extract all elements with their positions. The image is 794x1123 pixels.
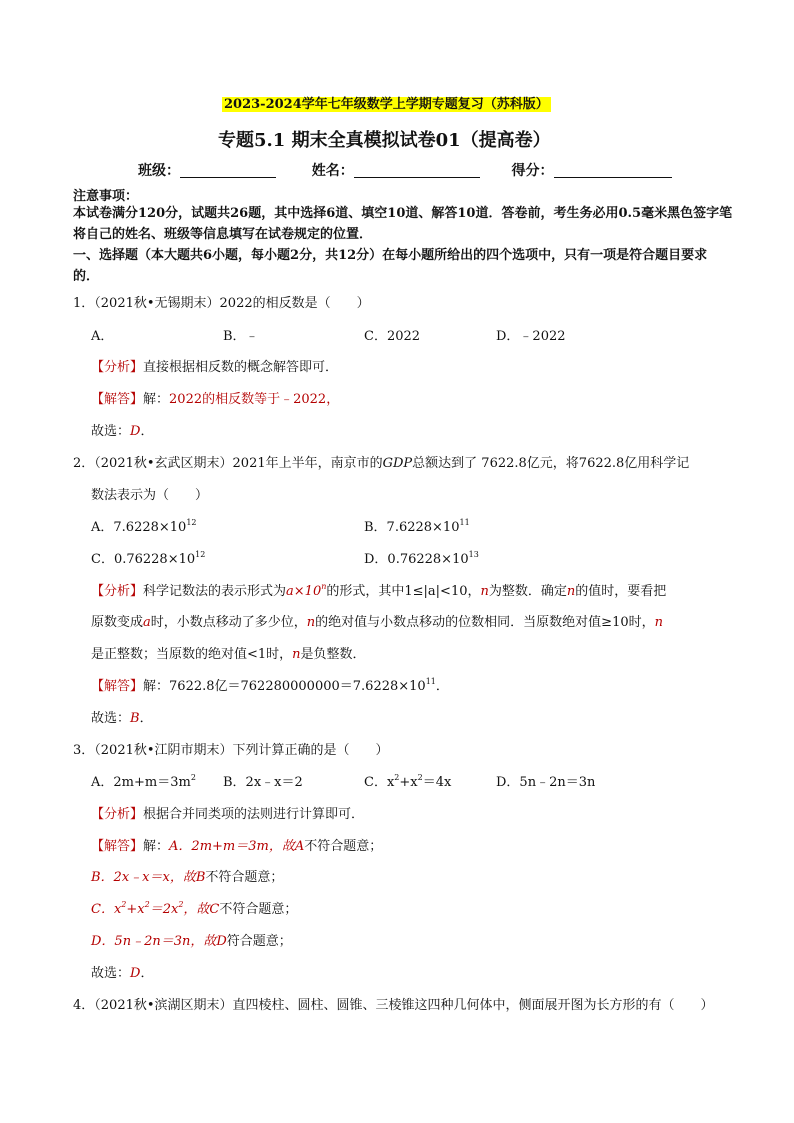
student-info-row xyxy=(138,160,672,180)
score-label: 得分： xyxy=(511,163,554,179)
q2-conclusion: 故选：B． xyxy=(91,711,153,726)
q1-option-a[interactable]: A． xyxy=(91,329,114,344)
question-2-stem-cont: 数法表示为（ ） xyxy=(91,488,209,503)
q2-analysis-line2: 原数变成a时，小数点移动了多少位，n的绝对值与小数点移动的位数相同．当原数绝对值≥10时，n xyxy=(91,615,663,630)
name-label: 姓名： xyxy=(311,163,354,179)
q3-answer-d: D．5n﹣2n＝3n，故D符合题意； xyxy=(91,934,292,949)
name-blank[interactable] xyxy=(354,163,480,178)
q3-option-b[interactable]: B．2x﹣x＝2 xyxy=(223,775,303,790)
class-label: 班级： xyxy=(138,163,180,179)
question-3-stem: 3．（2021秋•江阴市期末）下列计算正确的是（ ） xyxy=(73,743,389,758)
q1-answer: 【解答】解：2022的相反数等于﹣2022， xyxy=(91,392,340,407)
q1-conclusion: 故选：D． xyxy=(91,424,154,439)
score-blank[interactable] xyxy=(554,163,672,178)
page-title: 专题5.1 期末全真模拟试卷01（提高卷） xyxy=(218,130,551,151)
q1-option-b[interactable]: B．﹣ xyxy=(223,329,259,344)
q2-option-b[interactable]: B．$7.6228\times 10^{11}$ xyxy=(364,518,470,535)
q2-analysis-line3: 是正整数；当原数的绝对值<1时，n是负整数． xyxy=(91,647,366,662)
q3-option-d[interactable]: D．5n﹣2n＝3n xyxy=(496,775,596,790)
notice-body: 本试卷满分120分，试题共26题，其中选择6道、填空10道、解答10道．答卷前，考生务必用0.5毫米黑色签字笔将自己的姓名、班级等信息填写在试卷规定的位置． xyxy=(73,206,733,242)
q2-analysis-line1: 【分析】科学记数法的表示形式为$a\times 10^n$的形式，其中1≤|a|<10，n为整数．确定n的值时，要看把 xyxy=(91,582,667,599)
q2-option-c[interactable]: C．$0.76228\times 10^{12}$ xyxy=(91,550,206,567)
class-blank[interactable] xyxy=(180,163,276,178)
question-2-stem: 2．（2021秋•玄武区期末）2021年上半年，南京市的GDP总额达到了 7622.8亿元，将7622.8亿用科学记 xyxy=(73,456,690,471)
q3-answer-c: C．$x^2+x^2=2x^2$，故C不符合题意； xyxy=(91,900,298,917)
q1-option-d[interactable]: D．﹣2022 xyxy=(496,329,566,344)
section-heading: 一、选择题（本大题共6小题，每小题2分，共12分）在每小题所给出的四个选项中，只有一项是符合题目要求的． xyxy=(73,248,708,284)
notice-heading: 注意事项： xyxy=(73,189,139,204)
question-1-stem: 1．（2021秋•无锡期末）2022的相反数是（ ） xyxy=(73,296,370,311)
q3-answer-a: 【解答】解：A．2m+m＝3m，故A不符合题意； xyxy=(91,839,383,854)
q3-conclusion: 故选：D． xyxy=(91,966,154,981)
question-4-stem: 4．（2021秋•滨湖区期末）直四棱柱、圆柱、圆锥、三棱锥这四种几何体中，侧面展开图为长方形的有（ ） xyxy=(73,998,714,1013)
q2-option-a[interactable]: A．$7.6228\times 10^{12}$ xyxy=(91,518,197,535)
q2-option-d[interactable]: D．$0.76228\times 10^{13}$ xyxy=(364,550,479,567)
q1-option-c[interactable]: C．2022 xyxy=(364,329,421,344)
header-highlight: 2023-2024学年七年级数学上学期专题复习（苏科版） xyxy=(224,97,549,112)
q2-answer: 【解答】解：7622.8亿$=762280000000=7.6228\times 10^{11}$． xyxy=(91,677,449,694)
q3-analysis: 【分析】根据合并同类项的法则进行计算即可． xyxy=(91,807,365,822)
q3-option-c[interactable]: C．$x^2+x^2=4x$ xyxy=(364,773,452,790)
q1-analysis: 【分析】直接根据相反数的概念解答即可． xyxy=(91,360,339,375)
q3-option-a[interactable]: A．$2m+m=3m^2$ xyxy=(91,773,196,790)
q3-answer-b: B．2x﹣x＝x，故B不符合题意； xyxy=(91,870,284,885)
